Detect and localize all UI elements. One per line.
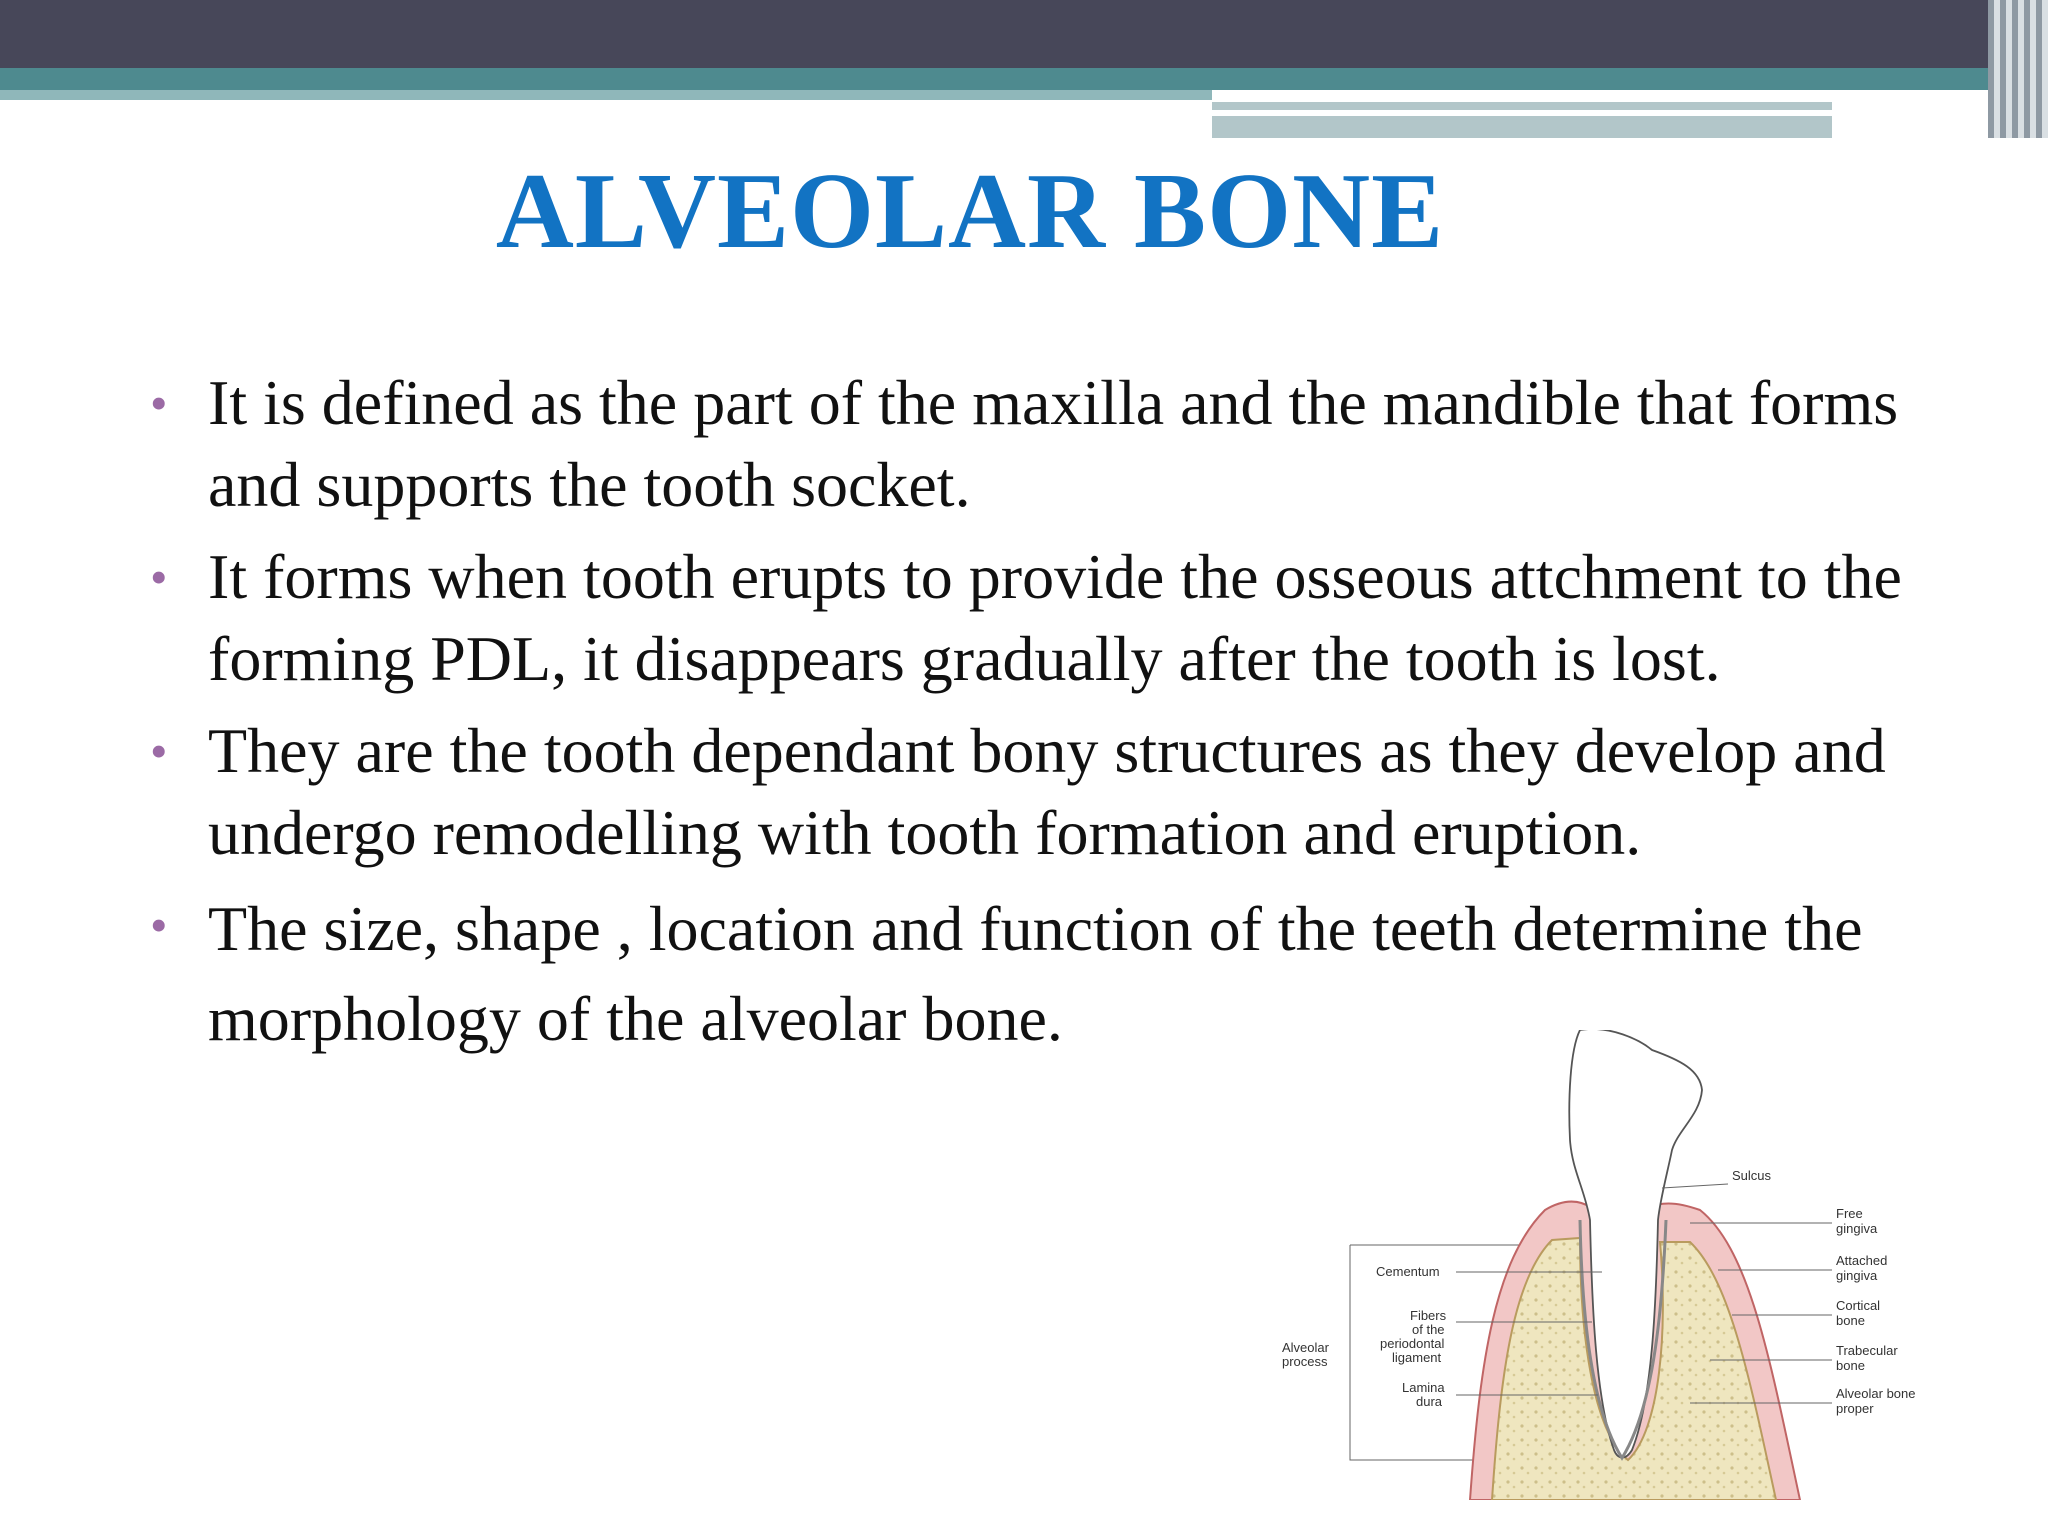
label-sulcus: Sulcus xyxy=(1732,1168,1772,1183)
header-right-bars xyxy=(1988,0,2048,138)
label-attached-gingiva: gingiva xyxy=(1836,1268,1878,1283)
label-free-gingiva: Free xyxy=(1836,1206,1863,1221)
label-free-gingiva: gingiva xyxy=(1836,1221,1878,1236)
label-alveolar-process: process xyxy=(1282,1354,1328,1369)
label-fibers: of the xyxy=(1412,1322,1445,1337)
bullet-item xyxy=(150,536,1930,700)
label-lamina-dura: dura xyxy=(1416,1394,1443,1409)
header-accent-block xyxy=(1212,102,1832,138)
label-alveolar-process: Alveolar xyxy=(1282,1340,1329,1355)
label-attached-gingiva: Attached xyxy=(1836,1253,1888,1268)
bullet-text: It is defined as the part of the maxilla and the mandible that forms and supports the tooth socket. xyxy=(208,367,1899,520)
label-cortical-bone: bone xyxy=(1836,1313,1865,1328)
label-fibers: periodontal xyxy=(1380,1336,1445,1351)
label-cementum: Cementum xyxy=(1376,1264,1440,1279)
label-fibers: ligament xyxy=(1392,1350,1442,1365)
bullet-item xyxy=(150,710,1930,874)
label-trabecular-bone: bone xyxy=(1836,1358,1865,1373)
header-accent-line xyxy=(0,90,1212,100)
bullet-text: It forms when tooth erupts to provide the osseous attchment to the forming PDL, it disappears gradually after the tooth is lost. xyxy=(208,541,1902,694)
label-alveolar-bone-proper: Alveolar bone xyxy=(1836,1386,1916,1401)
bullet-text: The size, shape , location and function of the teeth determine the morphology of the alveolar bone. xyxy=(208,893,1863,1054)
bullet-dot-icon: • xyxy=(150,723,168,779)
bullet-item xyxy=(150,362,1930,526)
header-band-teal xyxy=(0,68,2048,90)
bullet-dot-icon: • xyxy=(150,375,168,431)
slide-title: ALVEOLAR BONE xyxy=(495,152,1445,271)
bullet-dot-icon: • xyxy=(150,897,168,953)
bullet-dot-icon: • xyxy=(150,549,168,605)
label-alveolar-bone-proper: proper xyxy=(1836,1401,1874,1416)
bullet-list xyxy=(150,362,1930,1074)
label-fibers: Fibers xyxy=(1410,1308,1447,1323)
label-lamina-dura: Lamina xyxy=(1402,1380,1445,1395)
bullet-text: They are the tooth dependant bony structures as they develop and undergo remodelling with tooth formation and eruption. xyxy=(208,715,1886,868)
tooth-diagram-svg xyxy=(1280,1030,1960,1500)
tooth-diagram xyxy=(1280,1030,1960,1500)
leader-sulcus xyxy=(1662,1184,1728,1188)
label-trabecular-bone: Trabecular xyxy=(1836,1343,1898,1358)
header-band-dark xyxy=(0,0,2048,68)
label-cortical-bone: Cortical xyxy=(1836,1298,1881,1313)
header-accent-stripe xyxy=(1212,110,1896,116)
